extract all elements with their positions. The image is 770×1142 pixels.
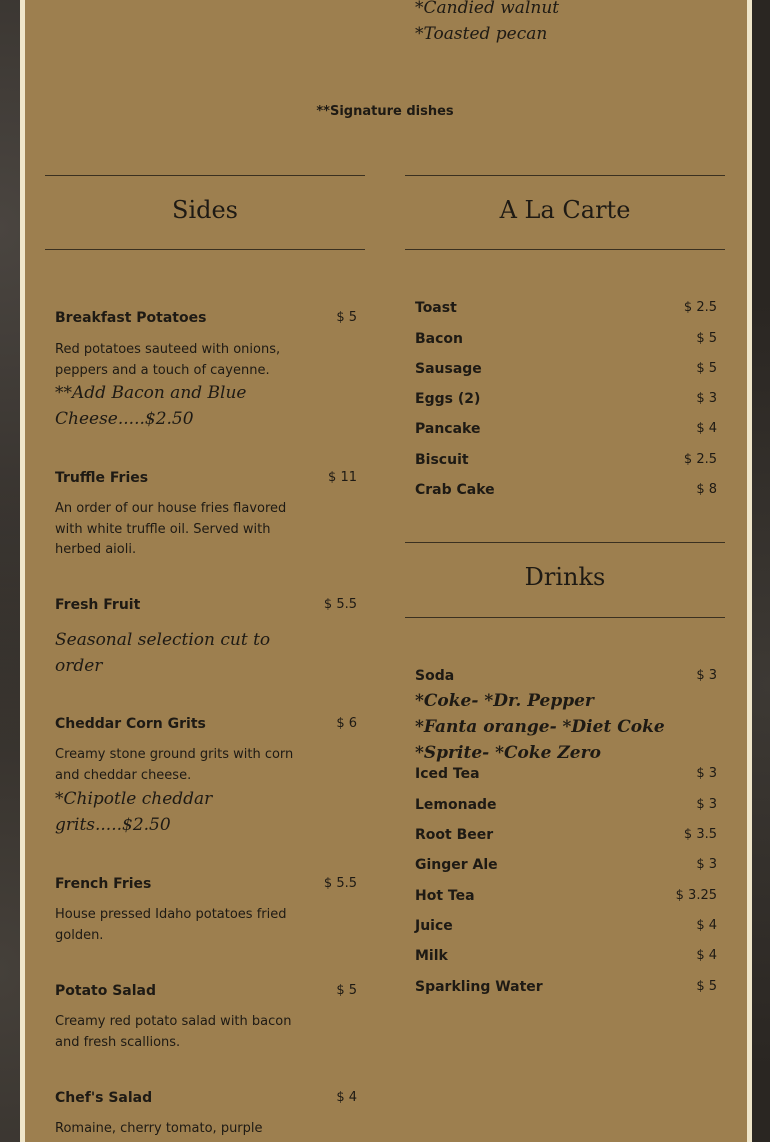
divider [405,617,725,618]
soda-option: *Coke- *Dr. Pepper [415,691,594,711]
side-item-name: Cheddar Corn Grits [55,716,206,732]
drink-item-name: Hot Tea [415,888,475,904]
section-title-sides: Sides [172,196,238,224]
drink-item-name: Ginger Ale [415,857,498,873]
a-la-carte-item-price: $ 5 [696,331,717,346]
a-la-carte-item-name: Eggs (2) [415,391,481,407]
side-item-price: $ 5 [336,310,357,325]
a-la-carte-item-name: Toast [415,300,457,316]
side-item-note: *Chipotle cheddar grits.....$2.50 [55,789,213,835]
drink-item-price: $ 3.5 [683,827,717,842]
drink-item-name: Soda [415,668,455,684]
drink-item-price: $ 3 [696,668,717,683]
side-item-desc: Creamy stone ground grits with corn and cheddar cheese. [55,747,294,783]
drink-item-name: Iced Tea [415,766,480,782]
side-item-price: $ 5.5 [323,876,357,891]
drink-item-price: $ 5 [696,979,717,994]
drink-item-name: Lemonade [415,797,497,813]
side-item-name: Chef's Salad [55,1090,153,1106]
drink-item-name: Juice [415,918,453,934]
a-la-carte-item-price: $ 8 [696,482,717,497]
side-item-desc: Red potatoes sauteed with onions, peppers and a touch of cayenne. [55,342,281,378]
side-item-name: Breakfast Potatoes [55,310,207,326]
side-item-name: Fresh Fruit [55,597,141,613]
a-la-carte-item-name: Sausage [415,361,482,377]
side-item-price: $ 11 [328,470,357,485]
menu-panel [20,0,752,1142]
side-item-price: $ 6 [336,716,357,731]
side-item-note: Seasonal selection cut to order [55,630,271,676]
drink-item-price: $ 3 [696,766,717,781]
drink-item-price: $ 3 [696,857,717,872]
side-item-desc: An order of our house fries flavored with white truffle oil. Served with herbed aioli. [55,501,287,557]
a-la-carte-item-name: Pancake [415,421,481,437]
a-la-carte-item-price: $ 5 [696,361,717,376]
a-la-carte-item-name: Bacon [415,331,464,347]
drink-item-name: Milk [415,948,448,964]
side-item-desc: Romaine, cherry tomato, purple [55,1121,263,1136]
soda-option: *Sprite- *Coke Zero [415,743,601,763]
drink-item-price: $ 3 [696,797,717,812]
side-item-price: $ 5.5 [323,597,357,612]
side-item-name: Potato Salad [55,983,157,999]
side-item-price: $ 4 [336,1090,357,1105]
soda-option: *Fanta orange- *Diet Coke [415,717,665,737]
a-la-carte-item-price: $ 2.5 [683,452,717,467]
divider [405,542,725,543]
drink-item-name: Root Beer [415,827,494,843]
divider [405,249,725,250]
side-item-note: **Add Bacon and Blue Cheese.....$2.50 [55,383,247,429]
drink-item-price: $ 4 [696,918,717,933]
a-la-carte-item-price: $ 3 [696,391,717,406]
side-item-name: Truffle Fries [55,470,149,486]
drink-item-price: $ 3.25 [675,888,717,903]
side-item-desc: Creamy red potato salad with bacon and fresh scallions. [55,1014,292,1050]
divider [45,249,365,250]
section-title-a-la-carte: A La Carte [499,196,631,224]
side-item-price: $ 5 [336,983,357,998]
divider [45,175,365,176]
side-item-name: French Fries [55,876,152,892]
top-note: *Candied walnut [415,0,560,18]
a-la-carte-item-name: Biscuit [415,452,469,468]
section-title-drinks: Drinks [524,563,606,591]
a-la-carte-item-price: $ 2.5 [683,300,717,315]
signature-note: **Signature dishes [316,104,454,119]
top-note: *Toasted pecan [415,24,548,44]
drink-item-name: Sparkling Water [415,979,543,995]
a-la-carte-item-price: $ 4 [696,421,717,436]
a-la-carte-item-name: Crab Cake [415,482,495,498]
drink-item-price: $ 4 [696,948,717,963]
divider [405,175,725,176]
side-item-desc: House pressed Idaho potatoes fried golden. [55,907,287,943]
